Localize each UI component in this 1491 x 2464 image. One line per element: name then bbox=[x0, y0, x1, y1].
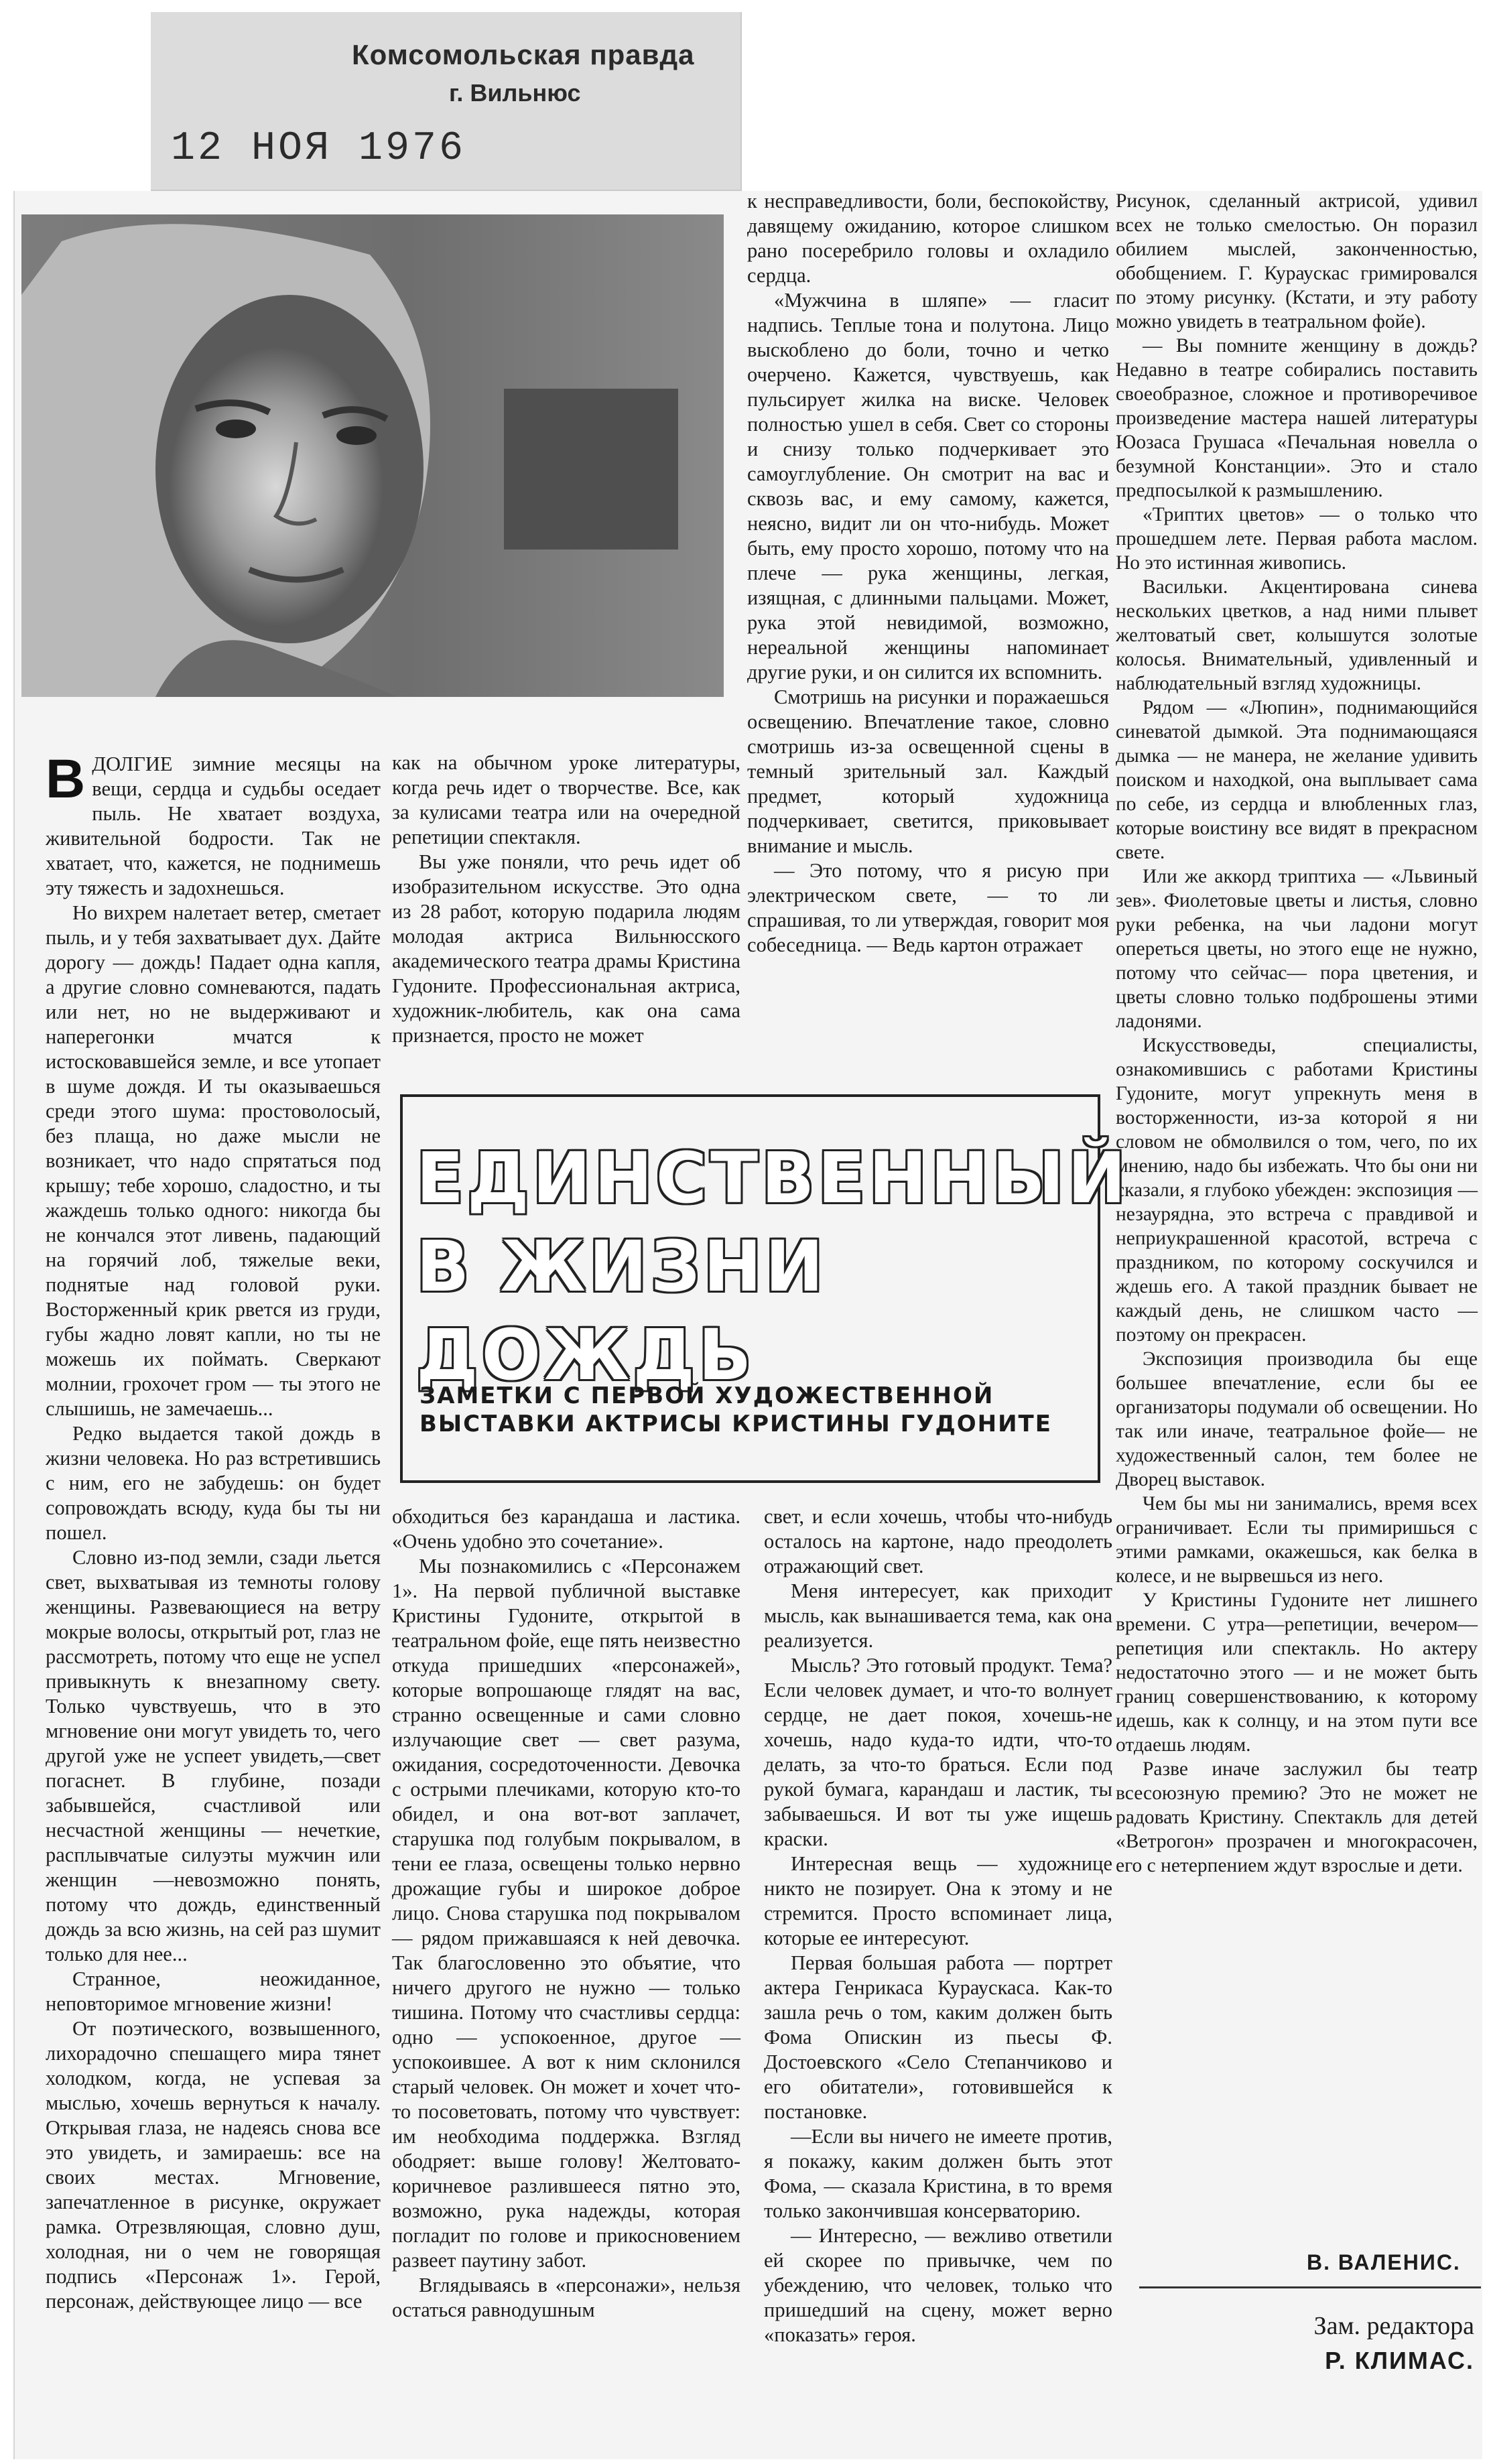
article-column-3-bottom bbox=[764, 1504, 1112, 2347]
article-paragraph: Вглядываясь в «персонажи», нельзя остаться равнодушным bbox=[392, 2274, 740, 2321]
editor-role: Зам. редактора bbox=[1313, 2312, 1474, 2340]
article-paragraph: Интересная вещь — художнице никто не позирует. Она к этому и не стремится. Просто вспоминает лица, которые ее интересуют. bbox=[764, 1852, 1112, 1949]
publication-city: г. Вильнюс bbox=[449, 79, 581, 107]
publication-name: Комсомольская правда bbox=[352, 39, 695, 70]
article-paragraph: Разве иначе заслужил бы театр всесоюзную премию? Это не может не радовать Кристину. Спектакль для детей «Ветрогон» прозрачен и многокрасочен, его с нетерпением ждут взрослые и дети. bbox=[1116, 1758, 1478, 1876]
article-paragraph: «Мужчина в шляпе» — гласит надпись. Теплые тона и полутона. Лицо выскоблено до боли, точно и четко очерчено. Кажется, чувствуешь, как пульсирует жилка на виске. Человек полностью ушел в себя. Свет со стороны и снизу только подчеркивает это самоуглубление. Он смотрит на вас и сквозь вас, и ему самому, кажется, неясно, видит ли он что-нибудь. Может быть, ему просто хорошо, потому что на плече — рука женщины, легкая, изящная, с длинными пальцами. Может, рука этой невидимой, возможно, нереальной женщины напоминает другие руки, и он силится их вспомнить. bbox=[747, 289, 1109, 684]
article-paragraph: свет, и если хочешь, чтобы что-нибудь осталось на картоне, надо преодолеть отражающий свет. bbox=[764, 1505, 1112, 1577]
article-paragraph: Смотришь на рисунки и поражаешься освещению. Впечатление такое, словно смотришь из-за освещенной сцены в темный зрительный зал. Каждый предмет, который художница подчеркивает, светится, приковывает внимание и мысль. bbox=[747, 686, 1109, 857]
article-paragraph: Экспозиция производила бы еще большее впечатление, если бы ее организаторы подумали об освещении. Но так или иначе, театральное фойе— не художественный салон, тем более не Дворец выставок. bbox=[1116, 1348, 1478, 1490]
article-paragraph: ВДОЛГИЕ зимние месяцы на вещи, сердца и судьбы оседает пыль. Не хватает воздуха, живительной бодрости. Так не хватает, что, кажется, не поднимешь эту тяжесть и задохнешься. bbox=[46, 749, 381, 899]
article-paragraph: — Интересно, — вежливо ответили ей скорее по привычке, чем по убеждению, что человек, только что пришедший на сцену, может верно «показать» героя. bbox=[764, 2224, 1112, 2346]
article-paragraph: Рядом — «Люпин», поднимающийся синеватой дымкой. Эта поднимающаяся дымка — не манера, не желание удивить поиском и находкой, она выплывает сама по себе, из сердца и влюбленных глаз, которые воистину все видят в прекрасном свете. bbox=[1116, 697, 1478, 863]
article-paragraph: Рисунок, сделанный актрисой, удивил всех не только смелостью. Он поразил обилием мыслей, законченностью, обобщением. Г. Кураускас гримировался по этому рисунку. (Кстати, и эту работу можно увидеть в театральном фойе). bbox=[1116, 190, 1478, 332]
clipping-label bbox=[151, 12, 742, 191]
article-paragraph: обходиться без карандаша и ластика. «Очень удобно это сочетание». bbox=[392, 1505, 740, 1553]
author-signature: В. ВАЛЕНИС. bbox=[1307, 2250, 1461, 2274]
article-paragraph: Но вихрем налетает ветер, сметает пыль, и у тебя захватывает дух. Дайте дорогу — дождь! Падает одна капля, а другие словно сомневаются, падать или нет, но не выдерживают и наперегонки мчатся к истосковавшейся земле, и все утопает в шуме дождя. И ты оказываешься среди этого шума: простоволосый, без плаща, но даже мысли не возникает, что надо спрятаться под крышу; тебе хорошо, сладостно, и ты жаждешь только одного: никогда бы не кончался этот ливень, падающий на горячий лоб, тяжелые веки, поднятые над головой руки. Восторженный крик рвется из груди, губы жадно ловят капли, но ты не можешь их поймать. Сверкают молнии, грохочет гром — ты этого не слышишь, не замечаешь... bbox=[46, 901, 381, 1420]
article-paragraph: Словно из-под земли, сзади льется свет, выхватывая из темноты голову женщины. Развевающиеся на ветру мокрые волосы, открытый рот, глаз не рассмотреть, потому что еще не успел привыкнуть к внезапному свету. Только чувствуешь, что в это мгновение они могут увидеть то, чего другой уже не успеет увидеть,—свет погаснет. В глубине, позади забывшейся, счастливой или несчастной женщины — нечеткие, расплывчатые силуэты мужчин или женщин —невозможно понять, потому что дождь, единственный дождь за всю жизнь, на сей раз шумит только для нее... bbox=[46, 1546, 381, 1965]
article-paragraph: Меня интересует, как приходит мысль, как вынашивается тема, как она реализуется. bbox=[764, 1579, 1112, 1652]
article-column-2-bottom bbox=[392, 1504, 740, 2323]
portrait-photo-image bbox=[21, 214, 724, 697]
article-paragraph: Странное, неожиданное, неповторимое мгновение жизни! bbox=[46, 1967, 381, 2015]
article-column-1 bbox=[46, 749, 381, 2314]
drop-cap: В bbox=[46, 749, 86, 809]
headline-title: ЕДИНСТВЕННЫЙ В ЖИЗНИ ДОЖДЬ bbox=[416, 1137, 1130, 1396]
article-paragraph: Чем бы мы ни занимались, время всех ограничивает. Если ты примиришься с этими рамками, окажешься, как белка в колесе, и не вырвешься из него. bbox=[1116, 1493, 1478, 1587]
article-paragraph: Вы уже поняли, что речь идет об изобразительном искусстве. Это одна из 28 работ, которую подарила людям молодая актриса Вильнюсского академического театра драмы Кристина Гудоните. Профессиональная актриса, художник-любитель, как она сама признается, просто не может bbox=[392, 850, 740, 1047]
article-paragraph: Васильки. Акцентирована синева нескольких цветков, а над ними плывет желтоватый свет, колышутся золотые колосья. Внимательный, удивленный и наблюдательный взгляд художницы. bbox=[1116, 576, 1478, 694]
article-paragraph: Или же аккорд триптиха — «Львиный зев». Фиолетовые цветы и листья, словно руки ребенка, на чьи ладони могут опереться цветы, но этого еще не нужно, потому что сейчас— пора цветения, и цветы словно только подброшены этими ладонями. bbox=[1116, 866, 1478, 1032]
article-paragraph: Мы познакомились с «Персонажем 1». На первой публичной выставке Кристины Гудоните, открытой в театральном фойе, еще пять неизвестно откуда пришедших «персонажей», которые вопрошающе глядят на вас, странно освещенные и сами словно излучающие свет — свет разума, ожидания, сосредоточенности. Девочка с острыми плечиками, которую кто-то обидел, и она вот-вот заплачет, старушка под голубым покрывалом, в тени ее глаза, освещены только нервно дрожащие губы и широкое доброе лицо. Снова старушка под покрывалом — рядом прижавшаяся к ней девочка. Так благословенно это объятие, что ничего другого не нужно — только тишина. Потому что счастливы сердца: одно — успокоенное, другое — успокоившее. А вот к ним склонился старый человек. Он может и хочет что-то посоветовать, потому что чувствует: им необходима поддержка. Взгляд ободряет: выше голову! Желтовато-коричневое разлившееся пятно это, возможно, рука надежды, которая погладит по голове и прикосновением развеет паутину забот. bbox=[392, 1555, 740, 2272]
clipping-date-stamp: 12 НОЯ 1976 bbox=[171, 126, 466, 172]
article-column-3-top bbox=[747, 189, 1109, 958]
article-paragraph: «Триптих цветов» — о только что прошедшем лете. Первая работа маслом. Но это истинная живопись. bbox=[1116, 504, 1478, 574]
article-paragraph: —Если вы ничего не имеете против, я покажу, каким должен быть этот Фома, — сказала Кристина, в то время только закончившая консерваторию. bbox=[764, 2125, 1112, 2222]
editor-credit bbox=[1193, 2309, 1474, 2378]
article-paragraph: как на обычном уроке литературы, когда речь идет о творчестве. Все, как за кулисами театра или на очередной репетиции спектакля. bbox=[392, 751, 740, 848]
article-paragraph: Искусствоведы, специалисты, ознакомившись с работами Кристины Гудоните, могут упрекнуть меня в восторженности, из-за которой я ни словом не обмолвился о том, чего, по их мнению, надо бы избежать. Что бы они ни сказали, я глубоко убежден: экспозиция — незаурядна, это встреча с правдивой и неприукрашенной красотой, встреча с праздником, по которому соскучился и ждешь его. А такой праздник бывает не каждый день, не слишком часто — поэтому он прекрасен. bbox=[1116, 1035, 1478, 1346]
article-paragraph: От поэтического, возвышенного, лихорадочно спешащего мира тянет холодком, когда, не успевая за мыслью, хочешь вернуться к началу. Открывая глаза, не надеясь снова все это увидеть, и замираешь: все на своих местах. Мгновение, запечатленное в рисунке, окружает рамка. Отрезвляющая, словно душ, холодная, ни о чем не говорящая подпись «Персонаж 1». Герой, персонаж, действующее лицо — все bbox=[46, 2017, 381, 2313]
article-paragraph: — Вы помните женщину в дождь? Недавно в театре собирались поставить своеобразное, сложное и противоречивое произведение мастера нашей литературы Юозаса Грушаса «Печальная новелла о безумной Констанции». Это и стало предпосылкой к размышлению. bbox=[1116, 335, 1478, 501]
article-paragraph: Мысль? Это готовый продукт. Тема? Если человек думает, и что-то волнует сердце, не дает покоя, хочешь-не хочешь, надо куда-то идти, что-то делать, за что-то браться. Если под рукой бумага, карандаш и ластик, ты забываешься. И вот ты уже ищешь краски. bbox=[764, 1654, 1112, 1850]
article-paragraph: Редко выдается такой дождь в жизни человека. Но раз встретившись с ним, его не забудешь: он будет сопровождать всюду, куда бы ты ни пошел. bbox=[46, 1422, 381, 1544]
portrait-photo bbox=[21, 214, 724, 697]
article-column-4 bbox=[1116, 189, 1478, 1878]
editor-name: Р. КЛИМАС. bbox=[1325, 2347, 1474, 2374]
article-paragraph: Первая большая работа — портрет актера Генрикаса Кураускаса. Как-то зашла речь о том, каким должен быть Фома Опискин из пьесы Ф. Достоевского «Село Степанчиково и его обитатели», готовившейся к постановке. bbox=[764, 1951, 1112, 2123]
article-paragraph: У Кристины Гудоните нет лишнего времени. С утра—репетиции, вечером—репетиция или спектакль. Но актеру недостаточно этого — и не может быть границ совершенствованию, к которому идешь, как к солнцу, и на этом пути все отдаешь людям. bbox=[1116, 1590, 1478, 1756]
article-paragraph: к несправедливости, боли, беспокойству, давящему ожиданию, которое слишком рано посеребрило головы и охладило сердца. bbox=[747, 190, 1109, 287]
article-column-2-top bbox=[392, 751, 740, 1048]
headline-box bbox=[400, 1094, 1130, 1483]
divider-rule bbox=[1139, 2286, 1481, 2288]
article-paragraph: — Это потому, что я рисую при электрическом свете, — то ли спрашивая, то ли утверждая, говорит моя собеседница. — Ведь картон отражает bbox=[747, 859, 1109, 956]
headline-subtitle: ЗАМЕТКИ С ПЕРВОЙ ХУДОЖЕСТВЕННОЙ ВЫСТАВКИ АКТРИСЫ КРИСТИНЫ ГУДОНИТЕ bbox=[419, 1382, 1052, 1437]
